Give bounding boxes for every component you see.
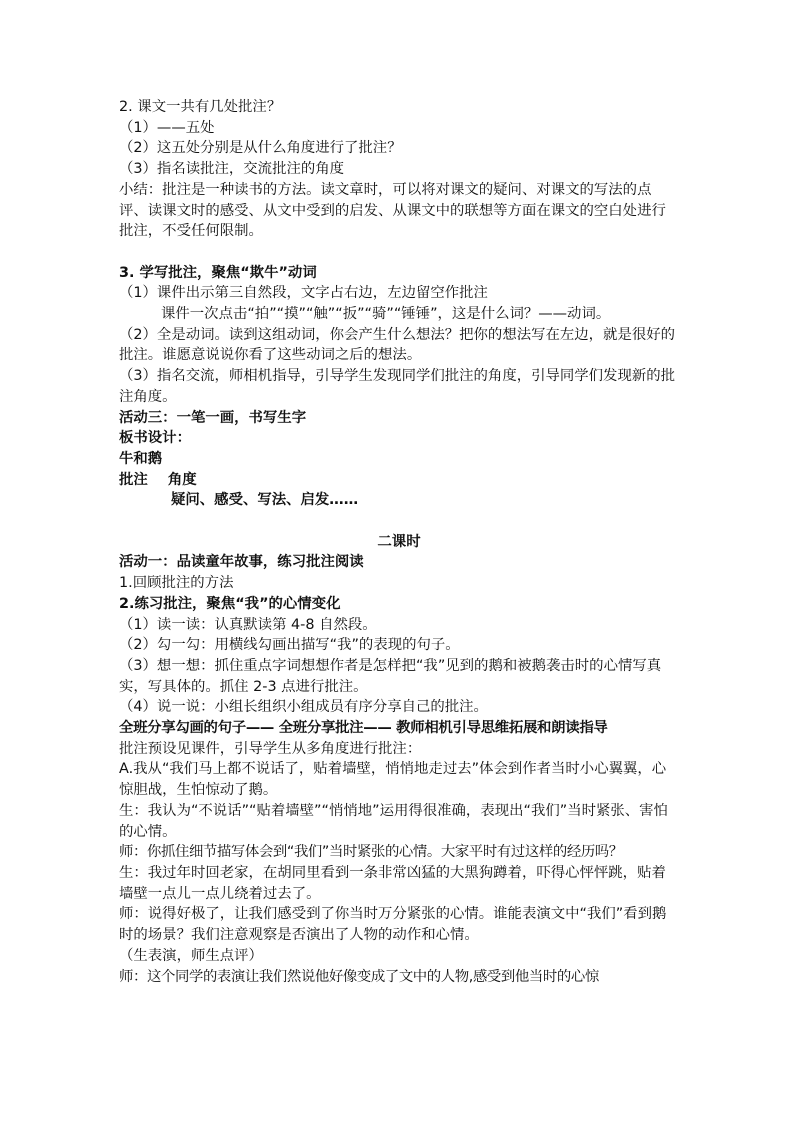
annotation-preset: 批注预设见课件，引导学生从多角度进行批注： (119, 740, 422, 757)
answer-five-places: （1）——五处 (119, 119, 215, 136)
step-speak: （4）说一说：小组长组织小组成员有序分享自己的批注。 (119, 699, 488, 716)
step-click-verbs: 课件一次点击“拍”“摸”“触”“扳”“骑”“锤锤”，这是什么词？——动词。 (161, 306, 611, 323)
review-annotation-method: 1.回顾批注的方法 (119, 575, 234, 592)
section-heading-learn-annotation: 3. 学写批注，聚焦“欺牛”动词 (119, 264, 317, 281)
board-title: 牛和鹅 (119, 450, 163, 467)
board-annotation-angle: 批注 角度 (119, 471, 197, 488)
summary-paragraph: 小结：批注是一种读书的方法。读文章时，可以将对课文的疑问、对课文的写法的点评、读课文时的感受、从文中受到的启发、从课文中的联想等方面在课文的空白处进行批注，不受任何限制。 (119, 181, 666, 240)
step-exchange: （3）指名交流，师相机指导，引导学生发现同学们批注的角度，引导同学们发现新的批注角度。 (119, 368, 676, 405)
board-design-heading: 板书设计： (119, 430, 191, 447)
step-think: （3）想一想：抓住重点字词想想作者是怎样把“我”见到的鹅和被鹅袭击时的心情写真实，写具体的。抓住 2-3 点进行批注。 (119, 657, 662, 695)
step-read-annotations: （3）指名读批注，交流批注的角度 (119, 161, 345, 178)
activity-one-heading: 活动一：品读童年故事，练习批注阅读 (119, 554, 364, 571)
blank-line (119, 242, 679, 263)
step-read: （1）读一读：认真默读第 4-8 自然段。 (119, 616, 377, 633)
board-angle-list: 疑问、感受、写法、启发…… (171, 492, 359, 509)
blank-line (119, 511, 679, 532)
practice-annotation-heading: 2.练习批注，聚焦“我”的心情变化 (119, 595, 341, 612)
student-performance: （生表演，师生点评） (119, 947, 263, 964)
student-remark-2: 生：我过年时回老家，在胡同里看到一条非常凶猛的大黑狗蹲着，吓得心怦怦跳，贴着墙壁一点儿一点儿绕着过去了。 (119, 864, 666, 902)
document-page (119, 97, 679, 987)
activity-three-heading: 活动三：一笔一画，书写生字 (119, 409, 307, 426)
teacher-remark-3: 师：这个同学的表演让我们然说他好像变成了文中的人物,感受到他当时的心惊 (119, 968, 599, 985)
teacher-remark-1: 师：你抓住细节描写体会到“我们”当时紧张的心情。大家平时有过这样的经历吗？ (119, 844, 623, 861)
class-share-heading: 全班分享勾画的句子—— 全班分享批注—— 教师相机引导思维拓展和朗读指导 (119, 720, 608, 737)
second-lesson-title: 二课时 (377, 533, 421, 550)
question-count-annotations: 2. 课文一共有几处批注？ (119, 99, 282, 115)
student-remark-1: 生：我认为“不说话”“贴着墙壁”“悄悄地”运用得很准确，表现出“我们”当时紧张、害怕的心情。 (119, 802, 668, 840)
step-show-paragraph: （1）课件出示第三自然段，文字占右边，左边留空作批注 (119, 285, 488, 302)
step-all-verbs: （2）全是动词。读到这组动词，你会产生什么想法？把你的想法写在左边，就是很好的批注。谁愿意说说你看了这些动词之后的想法。 (119, 326, 676, 364)
teacher-remark-2: 师：说得好极了，让我们感受到了你当时万分紧张的心情。谁能表演文中“我们”看到鹅时的场景？我们注意观察是否演出了人物的动作和心情。 (119, 906, 667, 944)
example-a: A.我从“我们马上都不说话了，贴着墙壁，悄悄地走过去”体会到作者当时小心翼翼，心惊胆战，生怕惊动了鹅。 (119, 761, 667, 799)
question-annotation-angles: （2）这五处分别是从什么角度进行了批注？ (119, 140, 402, 157)
step-underline: （2）勾一勾：用横线勾画出描写“我”的表现的句子。 (119, 637, 460, 654)
